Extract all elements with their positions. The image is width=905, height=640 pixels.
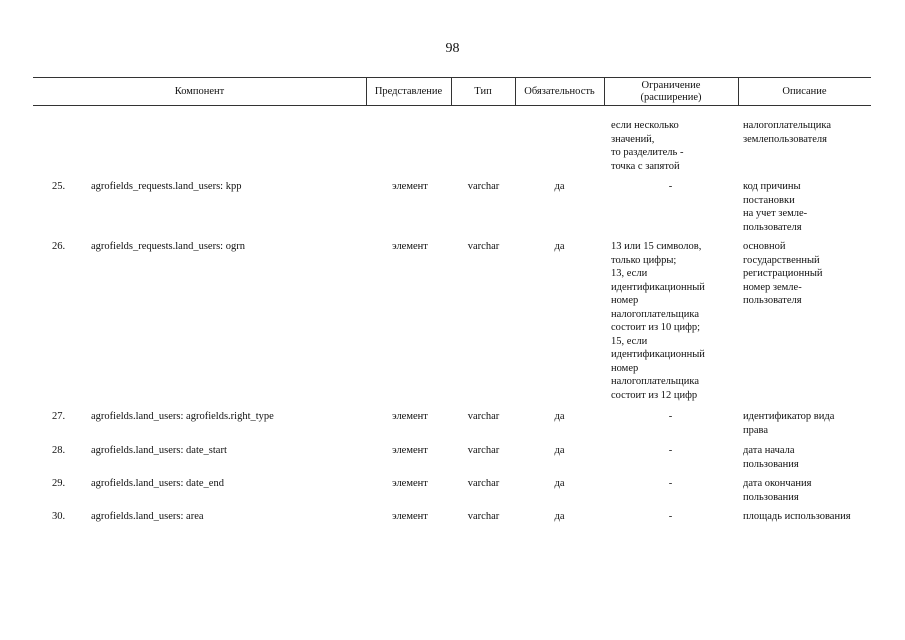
cell-required: да [554,511,565,522]
cell-component: agrofields.land_users: area [91,511,204,522]
cell-required: да [554,411,565,422]
cell-component: agrofields.land_users: date_end [91,478,224,489]
cell-constraint: если несколько значений, то разделитель - точка с запятой [611,120,684,172]
header-required: Обязательность [524,85,595,97]
header-bottom-rule [33,105,871,106]
cell-type: varchar [467,411,500,422]
cell-representation: элемент [392,511,428,522]
cell-required: да [554,181,565,192]
cell-description: дата окончания пользования [743,478,812,503]
cell-representation: элемент [392,241,428,252]
cell-representation: элемент [392,478,428,489]
cell-required: да [554,478,565,489]
header-constraint-line2: (расширение) [640,91,702,103]
cell-number: 27. [52,411,66,422]
cell-constraint: 13 или 15 символов, только цифры; 13, если идентификационный номер налогоплательщика состоит из 10 цифр; 15, если идентификационный номер налогоплательщика состоит из 12 цифр [611,241,705,401]
cell-representation: элемент [392,445,428,456]
cell-representation: элемент [392,181,428,192]
cell-type: varchar [467,478,500,489]
cell-constraint: - [668,445,673,456]
cell-number: 28. [52,445,66,456]
header-constraint-line1: Ограничение [641,79,701,91]
cell-number: 26. [52,241,66,252]
cell-constraint: - [668,181,673,192]
header-component: Компонент [174,85,225,97]
cell-component: agrofields_requests.land_users: kpp [91,181,242,192]
cell-description: основной государственный регистрационный номер земле- пользователя [743,241,823,306]
cell-type: varchar [467,241,500,252]
header-description: Описание [782,85,827,97]
cell-constraint: - [668,511,673,522]
header-type: Тип [474,85,492,97]
cell-type: varchar [467,445,500,456]
page-number: 98 [445,41,460,56]
cell-component: agrofields.land_users: agrofields.right_type [91,411,274,422]
cell-type: varchar [467,511,500,522]
cell-description: площадь использования [743,511,851,522]
header-representation: Представление [374,85,443,97]
cell-component: agrofields_requests.land_users: ogrn [91,241,245,252]
cell-description: код причины постановки на учет земле- пользователя [743,181,808,233]
cell-constraint: - [668,411,673,422]
cell-required: да [554,241,565,252]
cell-number: 29. [52,478,66,489]
cell-description: идентификатор вида права [743,411,835,436]
cell-required: да [554,445,565,456]
cell-description: налогоплательщика землепользователя [743,120,831,145]
cell-constraint: - [668,478,673,489]
cell-number: 30. [52,511,66,522]
cell-type: varchar [467,181,500,192]
cell-component: agrofields.land_users: date_start [91,445,227,456]
cell-number: 25. [52,181,66,192]
header-constraint [604,78,738,105]
cell-representation: элемент [392,411,428,422]
cell-description: дата начала пользования [743,445,799,470]
